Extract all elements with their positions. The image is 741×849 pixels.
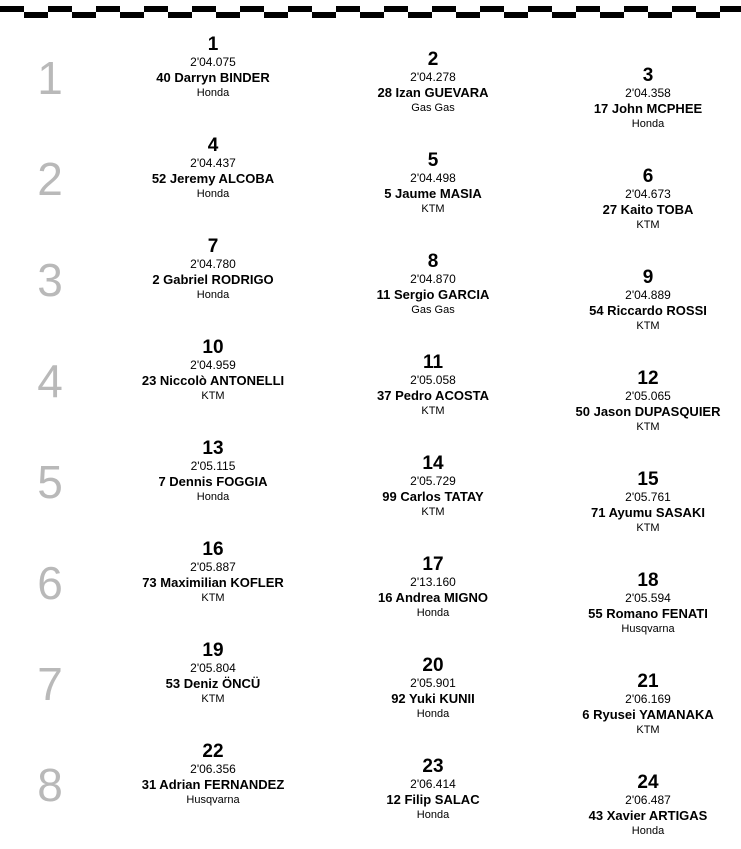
team-name: Honda [196,188,230,200]
lap-time: 2'05.065 [625,389,671,403]
lap-time: 2'05.761 [625,490,671,504]
rider-name: 92 Yuki KUNII [391,691,475,706]
grid-slot [113,540,313,605]
lap-time: 2'04.498 [410,171,456,185]
rider-name: 40 Darryn BINDER [156,70,270,85]
grid-position: 8 [427,251,439,272]
rider-name: 52 Jeremy ALCOBA [151,171,275,186]
team-name: KTM [636,219,660,231]
grid-position: 19 [202,640,224,661]
grid-slot [333,757,533,822]
team-name: Honda [416,809,450,821]
lap-time: 2'04.870 [410,272,456,286]
rider-name: 31 Adrian FERNANDEZ [141,777,285,792]
team-name: Honda [416,708,450,720]
rider-name: 5 Jaume MASIA [384,186,482,201]
grid-slot [333,50,533,115]
rider-name: 54 Riccardo ROSSI [589,303,707,318]
grid-slot [113,742,313,807]
rider-name: 16 Andrea MIGNO [377,590,489,605]
rider-name: 6 Ryusei YAMANAKA [582,707,714,722]
grid-position: 6 [642,166,654,187]
grid-position: 22 [202,741,224,762]
team-name: KTM [636,320,660,332]
team-name: Husqvarna [621,623,675,635]
rider-name: 53 Deniz ÖNCÜ [165,676,261,691]
grid-slot [548,369,741,434]
team-name: Gas Gas [411,102,455,114]
grid-slot [113,641,313,706]
grid-position: 20 [422,655,444,676]
grid-position: 9 [642,267,654,288]
lap-time: 2'05.729 [410,474,456,488]
lap-time: 2'04.889 [625,288,671,302]
lap-time: 2'04.673 [625,187,671,201]
grid-position: 18 [637,570,659,591]
rider-name: 2 Gabriel RODRIGO [152,272,274,287]
lap-time: 2'04.959 [190,358,236,372]
team-name: Husqvarna [186,794,240,806]
rider-name: 43 Xavier ARTIGAS [588,808,708,823]
grid-slot [113,237,313,302]
grid-slot [333,454,533,519]
row-number: 4 [37,355,63,407]
team-name: Gas Gas [411,304,455,316]
grid-position: 5 [427,150,439,171]
grid-slot [113,439,313,504]
grid-slot [548,167,741,232]
row-number: 6 [37,557,63,609]
lap-time: 2'05.115 [190,459,236,473]
grid-position: 13 [202,438,224,459]
grid-slot [548,470,741,535]
lap-time: 2'04.075 [190,55,236,69]
grid-slot [333,656,533,721]
grid-slot [333,555,533,620]
rider-name: 12 Filip SALAC [386,792,480,807]
grid-position: 24 [637,772,659,793]
lap-time: 2'04.278 [410,70,456,84]
rider-name: 99 Carlos TATAY [382,489,484,504]
team-name: KTM [201,592,225,604]
team-name: KTM [421,506,445,518]
grid-slot [548,66,741,131]
grid-slot [548,773,741,838]
checkered-flag-band [0,0,741,20]
grid-slot [113,35,313,100]
rider-name: 55 Romano FENATI [588,606,708,621]
grid-slot [113,338,313,403]
lap-time: 2'05.901 [410,676,456,690]
grid-position: 15 [637,469,659,490]
grid-slot [113,136,313,201]
rider-name: 11 Sergio GARCIA [376,287,490,302]
row-number: 1 [37,52,63,104]
grid-position: 4 [207,135,219,156]
rider-name: 37 Pedro ACOSTA [377,388,489,403]
lap-time: 2'05.804 [190,661,236,675]
rider-name: 23 Niccolò ANTONELLI [141,373,285,388]
rider-name: 28 Izan GUEVARA [377,85,489,100]
grid-slot [548,268,741,333]
lap-time: 2'04.780 [190,257,236,271]
grid-slot [333,252,533,317]
grid-slot [548,571,741,636]
lap-time: 2'06.487 [625,793,671,807]
team-name: KTM [201,693,225,705]
lap-time: 2'13.160 [410,575,456,589]
lap-time: 2'04.437 [190,156,236,170]
team-name: KTM [636,421,660,433]
grid-position: 12 [637,368,659,389]
grid-position: 7 [207,236,219,257]
rider-name: 27 Kaito TOBA [602,202,694,217]
grid-position: 23 [422,756,444,777]
team-name: KTM [421,203,445,215]
team-name: KTM [201,390,225,402]
grid-position: 2 [427,49,439,70]
team-name: Honda [416,607,450,619]
lap-time: 2'06.356 [190,762,236,776]
grid-position: 21 [637,671,659,692]
rider-name: 71 Ayumu SASAKI [591,505,705,520]
team-name: Honda [631,825,665,837]
team-name: KTM [421,405,445,417]
lap-time: 2'05.058 [410,373,456,387]
grid-position: 16 [202,539,224,560]
row-number: 7 [37,658,63,710]
grid-position: 3 [642,65,654,86]
rider-name: 73 Maximilian KOFLER [142,575,284,590]
grid-slot [548,672,741,737]
lap-time: 2'04.358 [625,86,671,100]
grid-position: 14 [422,453,444,474]
grid-slot [333,151,533,216]
team-name: Honda [196,491,230,503]
lap-time: 2'06.414 [410,777,456,791]
row-number: 8 [37,759,63,811]
grid-position: 1 [207,34,219,55]
row-number: 3 [37,254,63,306]
rider-name: 50 Jason DUPASQUIER [575,404,721,419]
row-number: 2 [37,153,63,205]
grid-position: 10 [202,337,224,358]
rider-name: 7 Dennis FOGGIA [158,474,268,489]
grid-position: 11 [422,352,444,373]
grid-position: 17 [422,554,444,575]
team-name: Honda [196,289,230,301]
grid-slot [333,353,533,418]
team-name: Honda [196,87,230,99]
team-name: KTM [636,724,660,736]
row-number: 5 [37,456,63,508]
team-name: KTM [636,522,660,534]
lap-time: 2'06.169 [625,692,671,706]
rider-name: 17 John MCPHEE [593,101,703,116]
lap-time: 2'05.594 [625,591,671,605]
team-name: Honda [631,118,665,130]
lap-time: 2'05.887 [190,560,236,574]
